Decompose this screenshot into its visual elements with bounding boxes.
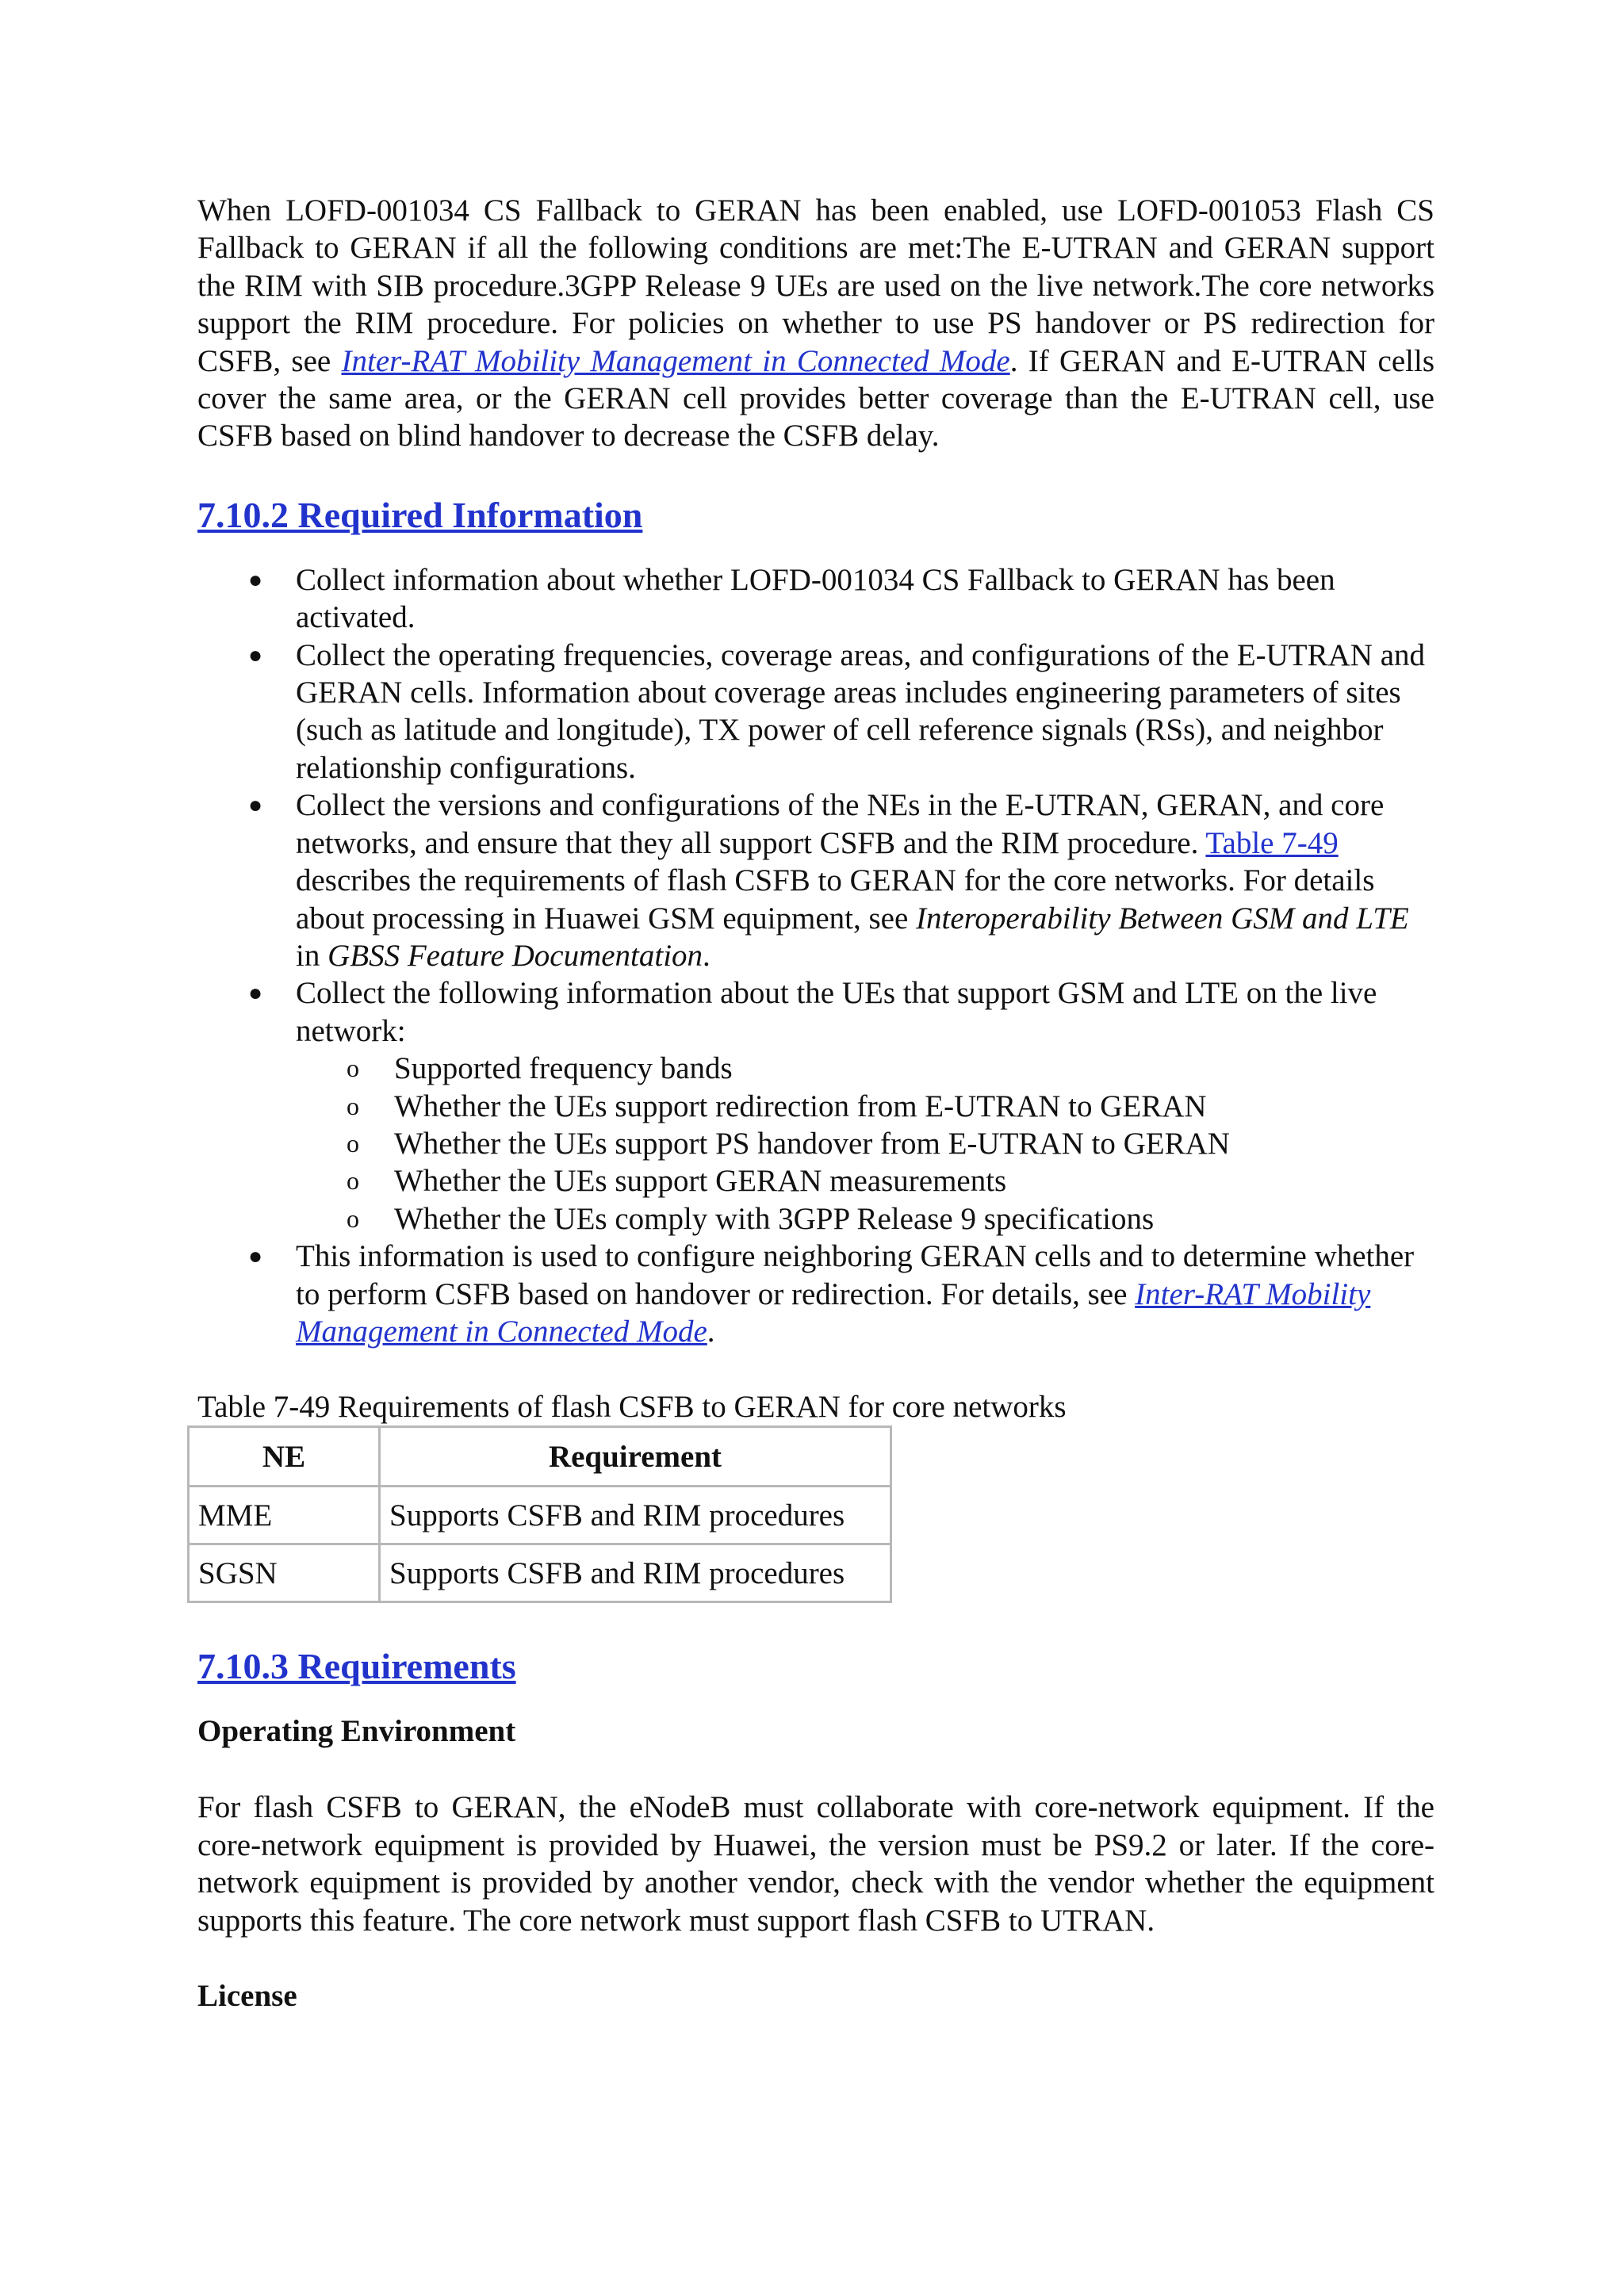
- bullet-icon: ●: [248, 1243, 263, 1270]
- circle-bullet-icon: o: [347, 1091, 359, 1120]
- sub-list: [296, 1050, 1434, 1238]
- required-info-list: [197, 561, 1434, 1351]
- bullet-text: .: [707, 1314, 715, 1349]
- circle-bullet-icon: o: [347, 1128, 359, 1158]
- heading-operating-environment: Operating Environment: [197, 1714, 516, 1749]
- sub-list-item: [296, 1125, 1434, 1162]
- table-header-ne: NE: [189, 1427, 380, 1487]
- intro-text-2: . If GERAN and E-UTRAN cells cover the same area, or the GERAN cell provides better coverage than the E-UTRAN cell, use CSFB based on blind handover to decrease the CSFB delay.: [197, 343, 1435, 453]
- requirements-table: [187, 1425, 892, 1603]
- sub-list-item: [296, 1050, 1434, 1087]
- list-item: [197, 637, 1434, 787]
- bullet-text: Collect the versions and configurations of the NEs in the E-UTRAN, GERAN, and core networks, and ensure that they all support CSFB and the RIM procedure.: [296, 788, 1385, 860]
- sub-item-text: Supported frequency bands: [394, 1051, 733, 1086]
- bullet-text: in: [296, 938, 328, 973]
- document-content: [197, 192, 1434, 2015]
- circle-bullet-icon: o: [347, 1054, 359, 1083]
- bullet-text: .: [703, 938, 710, 973]
- heading-license: License: [197, 1979, 297, 2013]
- bullet-icon: ●: [248, 566, 263, 593]
- table-cell: MME: [189, 1487, 380, 1544]
- link-inter-rat-mobility-2-text: Inter-RAT Mobility Management in Connected Mode: [296, 1276, 1371, 1349]
- table-cell: Supports CSFB and RIM procedures: [380, 1544, 891, 1602]
- sub-item-text: Whether the UEs comply with 3GPP Release 9 specifications: [394, 1201, 1155, 1236]
- list-item: [197, 1238, 1434, 1350]
- list-item: [197, 974, 1434, 1238]
- sub-item-text: Whether the UEs support redirection from E-UTRAN to GERAN: [394, 1089, 1207, 1123]
- operating-environment-paragraph: For flash CSFB to GERAN, the eNodeB must collaborate with core-network equipment. If the core-network equipment is provided by Huawei, the version must be PS9.2 or later. If the core-network equipment is provided by another vendor, check with the vendor whether the equipment supports this feature. The core network must support flash CSFB to UTRAN.: [197, 1790, 1434, 1938]
- bullet-icon: ●: [248, 641, 263, 668]
- link-table-7-49[interactable]: Table 7-49: [1205, 825, 1339, 860]
- emphasis-text: Interoperability Between GSM and LTE: [916, 901, 1409, 936]
- circle-bullet-icon: o: [347, 1203, 359, 1233]
- link-inter-rat-mobility[interactable]: Inter-RAT Mobility Management in Connected Mode: [341, 343, 1010, 378]
- list-item: [197, 561, 1434, 637]
- table-header-requirement: Requirement: [380, 1427, 891, 1487]
- emphasis-text: GBSS Feature Documentation: [327, 938, 703, 973]
- heading-required-information[interactable]: 7.10.2 Required Information: [197, 494, 643, 535]
- sub-list-item: [296, 1162, 1434, 1200]
- table-cell: Supports CSFB and RIM procedures: [380, 1487, 891, 1544]
- bullet-text: This information is used to configure neighboring GERAN cells and to determine whether to perform CSFB based on handover or redirection. For details, see: [296, 1239, 1415, 1311]
- bullet-text: Collect information about whether LOFD-001034 CS Fallback to GERAN has been activated.: [296, 562, 1335, 635]
- bullet-text: Collect the operating frequencies, coverage areas, and configurations of the E-UTRAN and GERAN cells. Information about coverage areas includes engineering parameters of sites (such as latitude and longitude), TX power of cell reference signals (RSs), and neighbor relationship configurations.: [296, 637, 1426, 785]
- table-row: [189, 1544, 891, 1602]
- bullet-text: Collect the following information about the UEs that support GSM and LTE on the live network:: [296, 976, 1377, 1048]
- intro-text-1: When LOFD-001034 CS Fallback to GERAN has been enabled, use LOFD-001053 Flash CS Fallback to GERAN if all the following conditions are met:The E-UTRAN and GERAN support the RIM with SIB procedure.3GPP Release 9 UEs are used on the live network.The core networks support the RIM procedure. For policies on whether to use PS handover or PS redirection for CSFB, see: [197, 193, 1434, 378]
- sub-list-item: [296, 1200, 1434, 1238]
- table-caption: Table 7-49 Requirements of flash CSFB to GERAN for core networks: [197, 1390, 1067, 1425]
- list-item: [197, 786, 1434, 974]
- sub-list-item: [296, 1088, 1434, 1125]
- circle-bullet-icon: o: [347, 1166, 359, 1196]
- bullet-icon: ●: [248, 980, 263, 1007]
- table-header-row: [189, 1427, 891, 1487]
- bullet-text: describes the requirements of flash CSFB to GERAN for the core networks. For details about processing in Huawei GSM equipment, see: [296, 863, 1375, 936]
- heading-requirements[interactable]: 7.10.3 Requirements: [197, 1646, 516, 1687]
- intro-paragraph: [197, 192, 1434, 455]
- table-row: [189, 1487, 891, 1544]
- bullet-icon: ●: [248, 792, 263, 819]
- table-cell: SGSN: [189, 1544, 380, 1602]
- sub-item-text: Whether the UEs support PS handover from E-UTRAN to GERAN: [394, 1126, 1230, 1161]
- sub-item-text: Whether the UEs support GERAN measurements: [394, 1164, 1007, 1199]
